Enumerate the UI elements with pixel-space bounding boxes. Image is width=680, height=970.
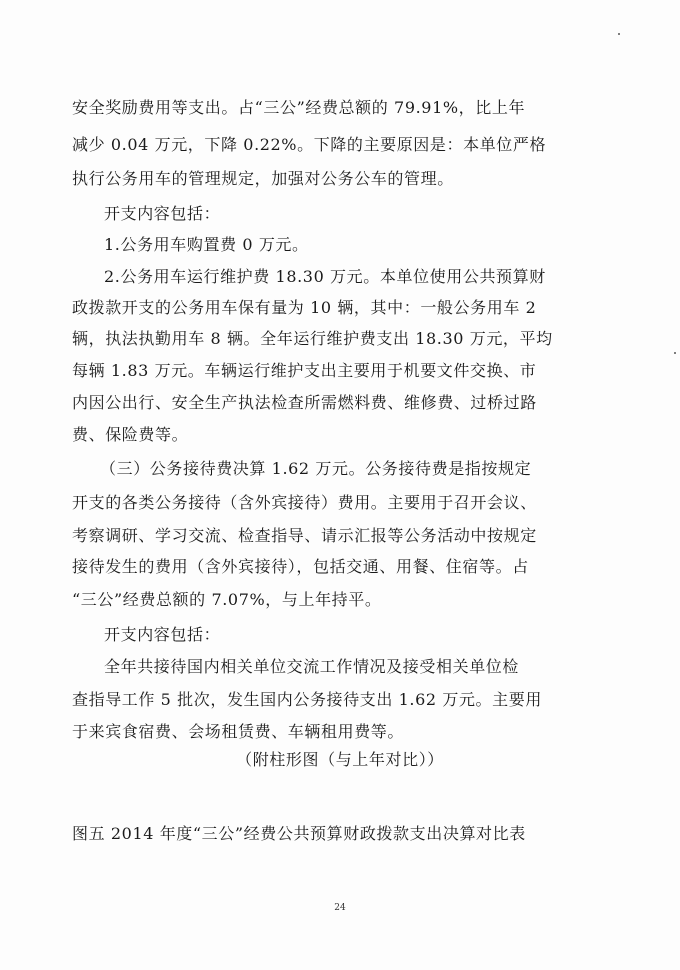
text-line: 政拨款开支的公务用车保有量为 10 辆，其中：一般公务用车 2 [72,298,537,317]
text-line: 费、保险费等。 [72,425,189,444]
text-line: 执行公务用车的管理规定，加强对公务公车的管理。 [72,169,454,188]
figure-caption: 图五 2014 年度“三公”经费公共预算财政拨款支出决算对比表 [72,824,526,843]
page-number: 24 [334,903,346,913]
text-line: 考察调研、学习交流、检查指导、请示汇报等公务活动中按规定 [72,526,537,545]
text-line: 安全奖励费用等支出。占“三公”经费总额的 79.91%，比上年 [72,98,526,117]
text-line: 2.公务用车运行维护费 18.30 万元。本单位使用公共预算财 [104,267,546,286]
text-line: （三）公务接待费决算 1.62 万元。公务接待费是指按规定 [100,459,532,478]
chart-note: （附柱形图（与上年对比）） [236,750,444,769]
text-line: 1.公务用车购置费 0 万元。 [104,235,309,254]
scan-speck [674,352,676,354]
scan-speck [618,33,620,35]
text-line: 开支内容包括： [104,204,221,223]
text-line: 每辆 1.83 万元。车辆运行维护支出主要用于机要文件交换、市 [72,361,537,380]
text-line: 减少 0.04 万元，下降 0.22%。下降的主要原因是：本单位严格 [72,135,547,154]
text-line: “三公”经费总额的 7.07%，与上年持平。 [72,590,382,609]
text-line: 全年共接待国内相关单位交流工作情况及接受相关单位检 [104,657,520,676]
text-line: 于来宾食宿费、会场租赁费、车辆租用费等。 [72,722,405,741]
text-line: 查指导工作 5 批次，发生国内公务接待支出 1.62 万元。主要用 [72,690,542,709]
text-line: 内因公出行、安全生产执法检查所需燃料费、维修费、过桥过路 [72,393,537,412]
text-line: 接待发生的费用（含外宾接待），包括交通、用餐、住宿等。占 [72,557,529,576]
text-line: 开支的各类公务接待（含外宾接待）费用。主要用于召开会议、 [72,493,537,512]
text-line: 辆，执法执勤用车 8 辆。全年运行维护费支出 18.30 万元，平均 [72,329,553,348]
text-line: 开支内容包括： [104,625,221,644]
